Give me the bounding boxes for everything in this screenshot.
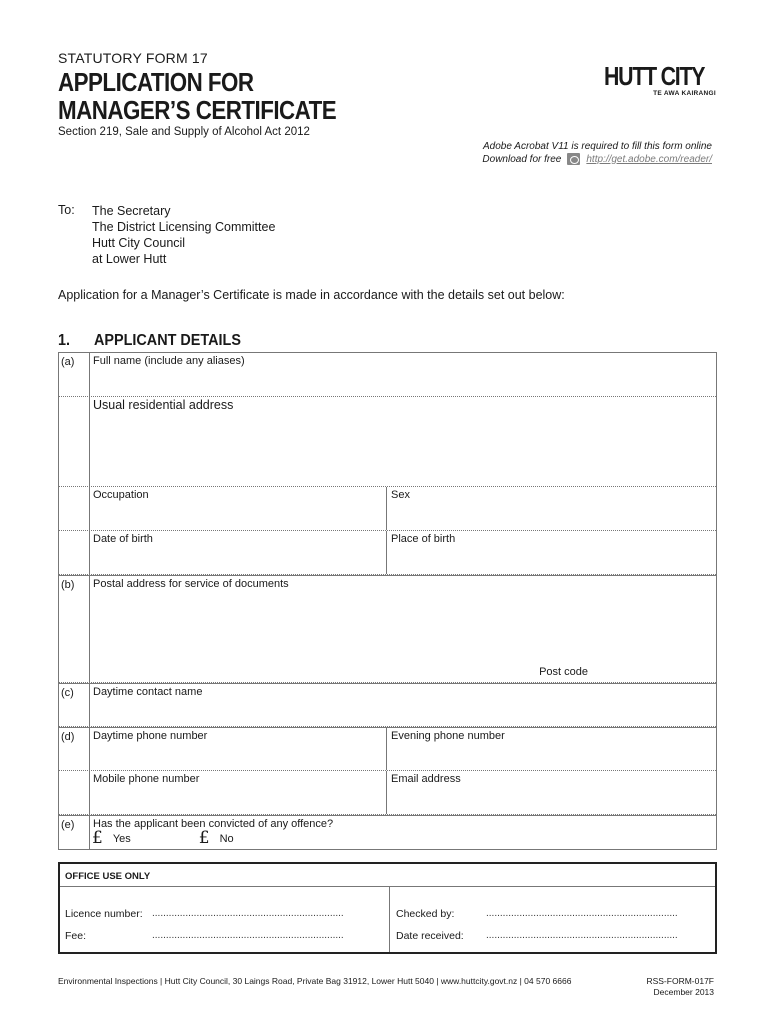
- residential-address-field[interactable]: Usual residential address: [93, 398, 234, 412]
- section-number: 1.: [58, 332, 71, 349]
- pdf-icon: [567, 153, 580, 165]
- no-checkbox[interactable]: £: [198, 828, 210, 848]
- fee-dots[interactable]: .....................................................................: [152, 930, 344, 941]
- conviction-row: [59, 815, 716, 849]
- occupation-sex-row: [59, 487, 716, 531]
- row-letter: (b): [59, 576, 90, 682]
- row-letter: (e): [59, 816, 90, 849]
- to-label: To:: [58, 203, 75, 217]
- section-title: APPLICANT DETAILS: [94, 332, 241, 349]
- daytime-contact-field[interactable]: Daytime contact name: [93, 686, 203, 698]
- act-section-reference: Section 219, Sale and Supply of Alcohol Act 2012: [58, 126, 310, 138]
- yes-checkbox[interactable]: £: [92, 828, 103, 848]
- download-link[interactable]: http://get.adobe.com/reader/: [586, 153, 712, 165]
- yes-no-options: [90, 830, 716, 847]
- date-received-dots[interactable]: .....................................................................: [486, 930, 678, 941]
- phone-row: [59, 727, 716, 771]
- addressee-line: at Lower Hutt: [92, 252, 167, 266]
- no-label: No: [219, 832, 234, 845]
- occupation-field[interactable]: Occupation: [93, 489, 149, 501]
- addressee-block: [92, 203, 275, 267]
- office-use-title: OFFICE USE ONLY: [65, 871, 151, 882]
- email-field[interactable]: Email address: [386, 771, 716, 814]
- mobile-phone-field[interactable]: Mobile phone number: [93, 773, 200, 785]
- addressee-line: The Secretary: [92, 204, 171, 218]
- post-code-label: Post code: [539, 666, 588, 678]
- date-of-birth-field[interactable]: Date of birth: [93, 533, 153, 545]
- form-number: STATUTORY FORM 17: [58, 50, 208, 66]
- residential-address-row: [59, 397, 716, 487]
- evening-phone-field[interactable]: Evening phone number: [386, 728, 716, 770]
- conviction-question: Has the applicant been convicted of any offence?: [93, 818, 334, 830]
- postal-address-field[interactable]: Postal address for service of documents: [93, 578, 289, 590]
- logo-subtext: TE AWA KAIRANGI: [653, 90, 716, 97]
- checked-by-label: Checked by:: [396, 908, 455, 920]
- row-letter: (c): [59, 684, 90, 726]
- logo-text: HUTT CITY: [604, 61, 705, 91]
- footer-contact: Environmental Inspections | Hutt City Council, 30 Laings Road, Private Bag 31912, Lower Hutt 5040 | www.huttcity.govt.nz | 04 570 6666: [58, 976, 572, 986]
- checked-by-dots[interactable]: .....................................................................: [486, 908, 678, 919]
- section-heading: [58, 332, 241, 350]
- form-title-line2: MANAGER’S CERTIFICATE: [58, 95, 337, 125]
- divider: [389, 886, 390, 952]
- yes-label: Yes: [112, 832, 131, 845]
- licence-number-label: Licence number:: [65, 908, 143, 920]
- birth-row: [59, 531, 716, 575]
- sex-field[interactable]: Sex: [386, 487, 716, 530]
- form-title-line1: APPLICATION FOR: [58, 67, 254, 97]
- full-name-field[interactable]: Full name (include any aliases): [93, 355, 245, 367]
- date-received-label: Date received:: [396, 930, 464, 942]
- place-of-birth-field[interactable]: Place of birth: [386, 531, 716, 574]
- addressee-line: Hutt City Council: [92, 236, 186, 250]
- daytime-phone-field[interactable]: Daytime phone number: [93, 730, 208, 742]
- hutt-city-logo: [604, 62, 724, 102]
- form-code: RSS-FORM-017F: [646, 976, 714, 986]
- licence-number-dots[interactable]: .....................................................................: [152, 908, 344, 919]
- download-label: Download for free: [482, 153, 562, 165]
- mobile-email-row: [59, 771, 716, 815]
- divider: [60, 886, 715, 887]
- postal-address-row: [59, 575, 716, 683]
- download-row: [482, 153, 712, 165]
- acrobat-requirement-note: Adobe Acrobat V11 is required to fill this form online: [482, 141, 712, 152]
- row-letter: (d): [59, 728, 90, 770]
- office-use-box: [58, 862, 717, 954]
- daytime-contact-row: [59, 683, 716, 727]
- form-date: December 2013: [653, 987, 714, 997]
- addressee-line: The District Licensing Committee: [92, 220, 276, 234]
- applicant-details-table: [58, 352, 717, 850]
- footer-form-ref: [646, 976, 714, 998]
- full-name-row: [59, 353, 716, 397]
- fee-label: Fee:: [65, 930, 87, 942]
- intro-text: Application for a Manager’s Certificate is made in accordance with the details set out below:: [58, 288, 565, 302]
- row-letter: (a): [59, 353, 90, 396]
